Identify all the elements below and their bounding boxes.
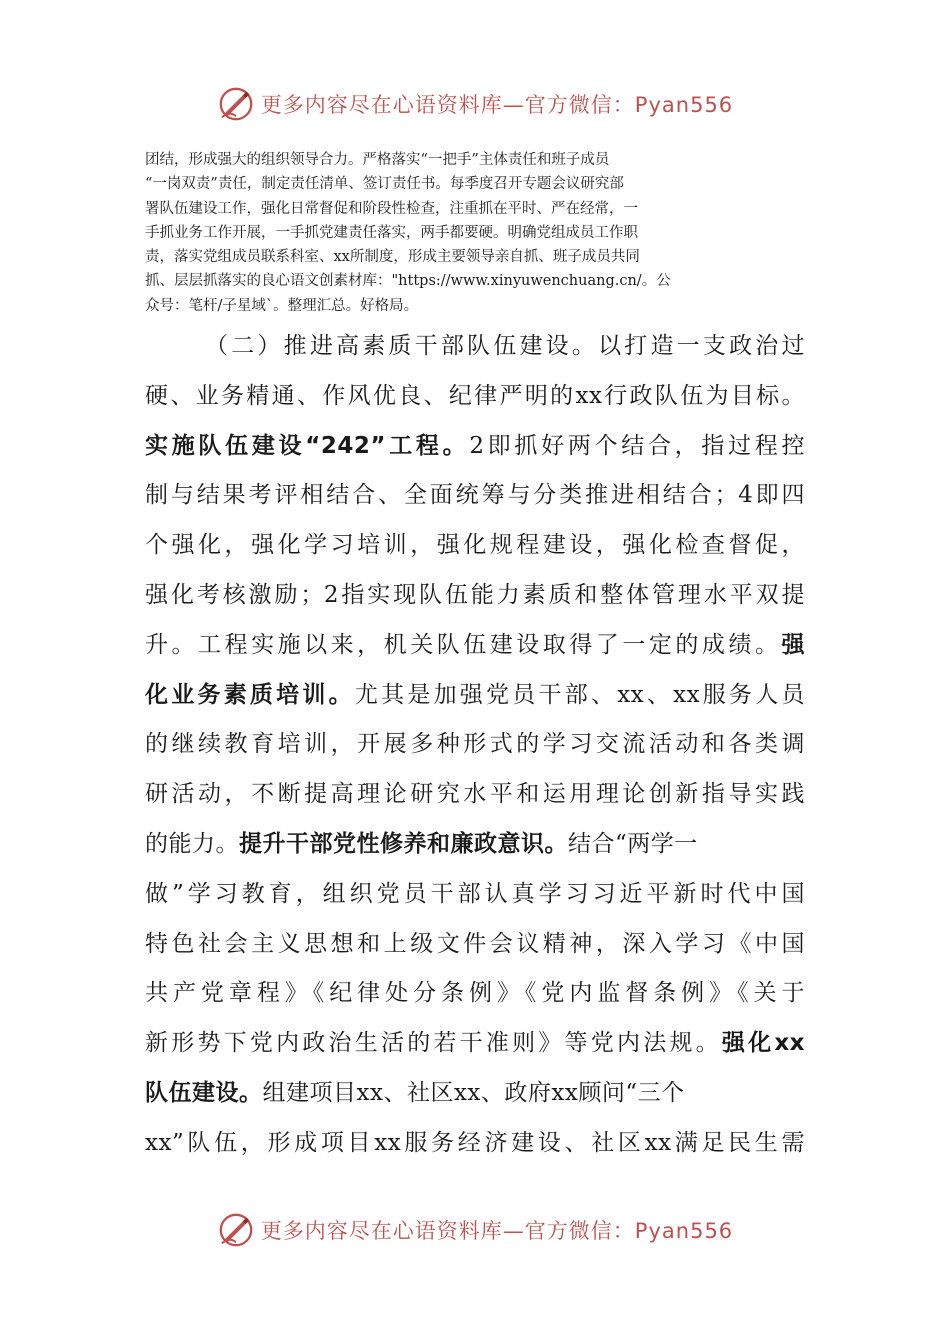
text-line: [145, 471, 805, 521]
line-text: 个强化，强化学习培训，强化规程建设，强化检查督促，: [145, 532, 805, 559]
text-line: 手抓业务工作开展，一手抓党建责任落实，两手都要硬。明确党组成员工作职: [145, 224, 638, 241]
text-line: 众号：笔杆/子星域`。整理汇总。好格局。: [145, 297, 419, 314]
line-text: 强化考核激励；2指实现队伍能力素质和整体管理水平双提: [145, 581, 805, 608]
line-text: 特色社会主义思想和上级文件会议精神，深入学习《中国: [145, 930, 805, 957]
line-text: 升。工程实施以来，机关队伍建设取得了一定的成绩。: [145, 631, 782, 658]
banner-text: 更多内容尽在心语资料库—官方微信：Pyan556: [260, 93, 734, 117]
main-paragraph: [145, 322, 805, 1169]
line-text: 2即抓好两个结合，指过程控: [469, 432, 805, 459]
text-line: [145, 521, 805, 571]
line-text: 研活动，不断提高理论研究水平和运用理论创新指导实践: [145, 781, 805, 808]
bold-heading: 强: [781, 631, 805, 658]
text-line: [145, 322, 805, 372]
text-line: [145, 969, 805, 1019]
line-text: 制与结果考评相结合、全面统筹与分类推进相结合；4即四: [145, 482, 805, 509]
line-text: （二）推进高素质干部队伍建设。以打造一支政治过: [205, 333, 805, 359]
pen-logo-icon: [217, 1211, 255, 1249]
text-line: [145, 1019, 805, 1069]
line-text: 组建项目xx、社区xx、政府xx顾问“三个: [262, 1079, 685, 1106]
line-text: 硬、业务精通、作风优良、纪律严明的xx行政队伍为目标。: [145, 382, 805, 409]
text-line: 团结，形成强大的组织领导合力。严格落实“一把手”主体责任和班子成员: [145, 152, 610, 168]
line-text: xx”队伍，形成项目xx服务经济建设、社区xx满足民生需: [145, 1129, 805, 1156]
bold-heading: 队伍建设。: [145, 1079, 263, 1106]
text-line: [145, 571, 805, 621]
header-banner: [0, 82, 950, 126]
line-text: 的继续教育培训，开展多种形式的学习交流活动和各类调: [145, 731, 805, 758]
text-line: [145, 770, 805, 820]
line-text: 共产党章程》《纪律处分条例》《党内监督条例》《关于: [145, 980, 805, 1007]
line-text: 做”学习教育，组织党员干部认真学习习近平新时代中国: [145, 880, 805, 907]
line-text: 结合“两学一: [568, 830, 698, 857]
pen-logo-icon: [217, 85, 255, 123]
bold-heading: 提升干部党性修养和廉政意识。: [239, 830, 568, 857]
bold-heading: 化业务素质培训。: [145, 681, 355, 708]
text-line: [145, 820, 805, 870]
text-line: [145, 870, 805, 920]
text-line: [145, 422, 805, 472]
banner-text: 更多内容尽在心语资料库—官方微信：Pyan556: [260, 1219, 734, 1243]
text-line: [145, 720, 805, 770]
line-text: 的能力。: [145, 830, 239, 857]
line-text: 尤其是加强党员干部、xx、xx服务人员: [354, 681, 805, 708]
text-line: 署队伍建设工作，强化日常督促和阶段性检查，注重抓在平时、严在经常，一: [145, 200, 638, 217]
text-line: [145, 1119, 805, 1169]
small-paragraph: [145, 148, 805, 318]
text-line: “一岗双责”责任，制定责任清单、签订责任书。每季度召开专题会议研究部: [145, 176, 624, 193]
bold-heading: 实施队伍建设“242”工程。: [145, 432, 470, 459]
text-line: [145, 1069, 805, 1119]
text-line: 责，落实党组成员联系科室、xx所制度，形成主要领导亲自抓、班子成员共同: [145, 249, 640, 266]
text-line: [145, 372, 805, 422]
text-line: 抓、层层抓落实的良心语文创素材库："https://www.xinyuwenchuang.cn/。公: [145, 273, 671, 290]
text-line: [145, 621, 805, 671]
text-line: [145, 920, 805, 970]
bold-heading: 强化xx: [721, 1030, 806, 1057]
line-text: 新形势下党内政治生活的若干准则》等党内法规。: [145, 1030, 722, 1057]
text-line: [145, 671, 805, 721]
footer-banner: [0, 1208, 950, 1252]
